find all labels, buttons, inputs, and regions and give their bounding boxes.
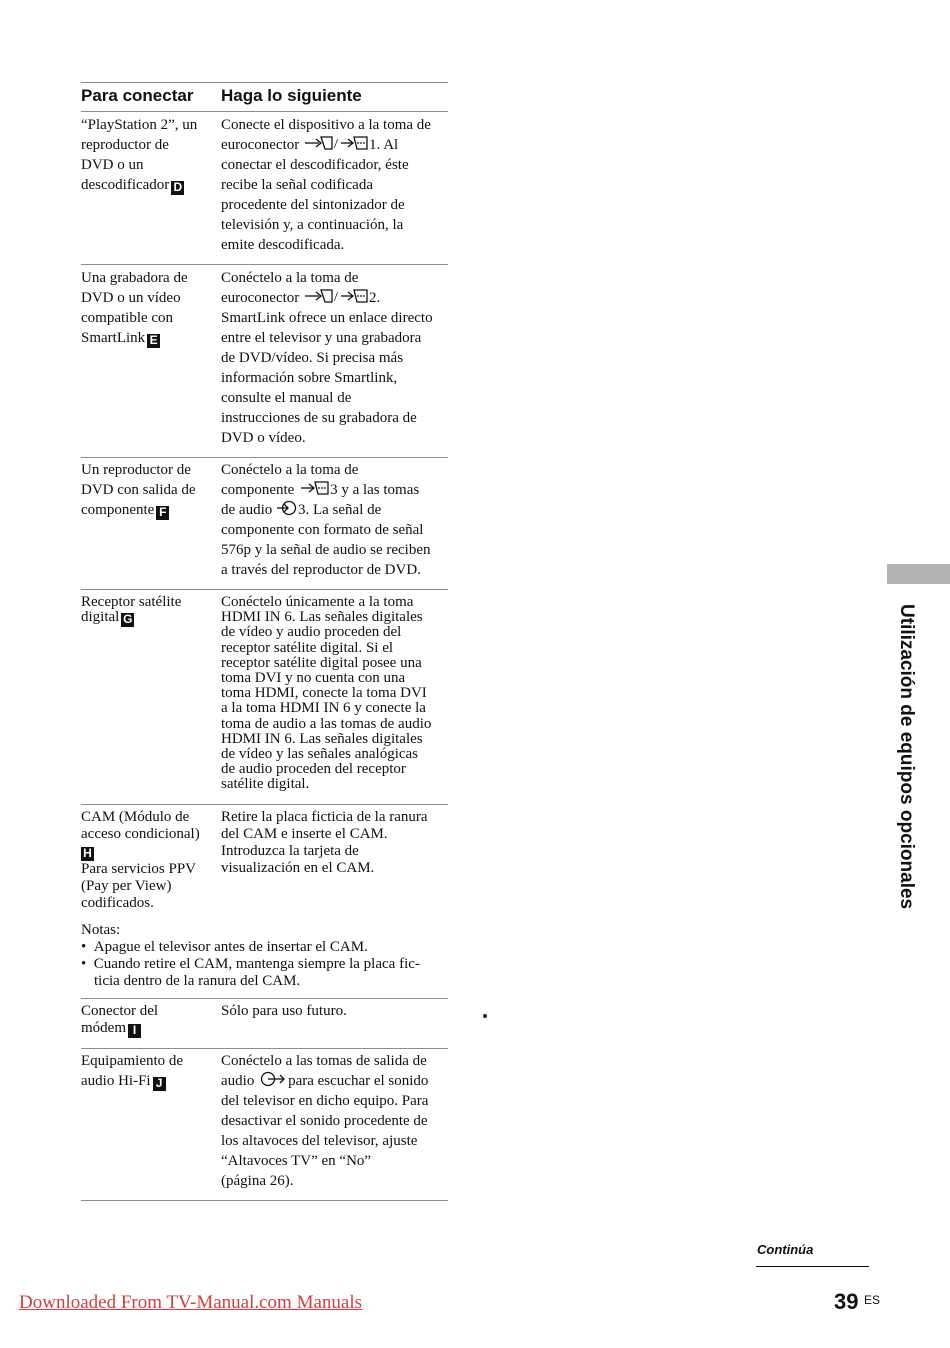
header-para-conectar: Para conectar (81, 86, 194, 105)
row-rule-e (81, 457, 448, 458)
page-number: 39 (834, 1289, 859, 1314)
row-d-instructions: Conecte el dispositivo a la toma de euroconector / 1. Al conectar el descodificador, éste recibe la señal codificada procedente del sintonizador de televisión y, a continuación, la emite descodificada. (221, 117, 431, 253)
row-g-instructions: Conéctelo únicamente a la toma HDMI IN 6. Las señales digitales de vídeo y audio proceden del receptor satélite digital. Si el receptor satélite digital posee una toma DVI y no cuenta con una toma HDMI, conecte la toma DVI a la toma HDMI IN 6 y conecte la toma de audio a las tomas de audio HDMI IN 6. Las señales digitales de vídeo y las señales analógicas de audio proceden del receptor satélite digital. (221, 594, 432, 793)
row-f-instructions: Conéctelo a la toma de componente 3 y a las tomas de audio 3. La señal de componente con formato de señal 576p y la señal de audio se reciben a través del reproductor de DVD. (221, 462, 431, 578)
continua-label: Continúa (757, 1242, 814, 1257)
badge-h: H (81, 847, 94, 861)
stray-dot (483, 1014, 487, 1018)
continua-rule (756, 1266, 869, 1267)
badge-g: G (123, 612, 133, 627)
row-e-instructions: Conéctelo a la toma de euroconector / 2. SmartLink ofrece un enlace directo entre el televisor y una grabadora de DVD/vídeo. Si precisa más información sobre Smartlink, consulte el manual de instrucciones de su grabadora de DVD o vídeo. (221, 270, 433, 446)
row-e-device: Una grabadora de DVD o un vídeo compatible con SmartLink E (81, 270, 188, 347)
row-rule-g (81, 804, 448, 805)
table-bottom-rule (81, 1200, 448, 1201)
notes (81, 922, 420, 990)
header-haga-lo-siguiente: Haga lo siguiente (221, 86, 362, 105)
badge-e: E (147, 334, 160, 348)
row-j-device: Equipamiento de audio Hi-Fi J (81, 1053, 184, 1090)
row-rule-f (81, 589, 448, 590)
header-rule (81, 111, 448, 112)
note-item: • Apague el televisor antes de insertar el CAM. (81, 939, 368, 955)
badge-f: F (156, 506, 169, 520)
row-i-instructions: Sólo para uso futuro. (221, 1003, 347, 1019)
note-item-continued: ticia dentro de la ranura del CAM. (94, 973, 301, 989)
row-h-instructions: Retire la placa ficticia de la ranura del CAM e inserte el CAM. Introduzca la tarjeta de visualización en el CAM. (221, 809, 428, 876)
scart-in-out-icon (303, 288, 369, 305)
row-d-device: “PlayStation 2”, un reproductor de DVD o un descodificador D (81, 117, 198, 194)
badge-d: D (171, 181, 184, 195)
note-item: • Cuando retire el CAM, mantenga siempre la placa fic- (81, 956, 420, 972)
page-language-suffix: ES (864, 1293, 881, 1307)
row-g-device: Receptor satélite digital G (81, 594, 182, 627)
row-j-instructions: Conéctelo a las tomas de salida de audio para escuchar el sonido del televisor en dicho equipo. Para desactivar el sonido procedente de los altavoces del televisor, ajuste “Altavoces TV” en “No” (página 26). (221, 1053, 429, 1189)
scart-in-out-icon (303, 135, 369, 152)
row-rule-d (81, 264, 448, 265)
component-icon (298, 480, 330, 497)
row-i-device: Conector del módem I (81, 1003, 159, 1037)
section-tab-marker (887, 564, 950, 584)
badge-j: J (153, 1077, 166, 1091)
side-section-title: Utilización de equipos opcionales (896, 604, 917, 910)
row-f-device: Un reproductor de DVD con salida de componente F (81, 462, 196, 519)
notes-title: Notas: (81, 922, 121, 938)
audio-out-icon (258, 1071, 288, 1088)
row-rule-notes (81, 998, 448, 999)
row-h-device: CAM (Módulo de acceso condicional) H Para servicios PPV (Pay per View) codificados. (81, 809, 200, 911)
download-link[interactable]: Downloaded From TV-Manual.com Manuals (19, 1292, 363, 1313)
svg-text:/: / (334, 290, 338, 305)
row-rule-i (81, 1048, 448, 1049)
audio-in-icon (276, 500, 298, 517)
svg-text:/: / (334, 137, 338, 152)
table-top-rule (81, 82, 448, 83)
badge-i: I (128, 1024, 141, 1038)
